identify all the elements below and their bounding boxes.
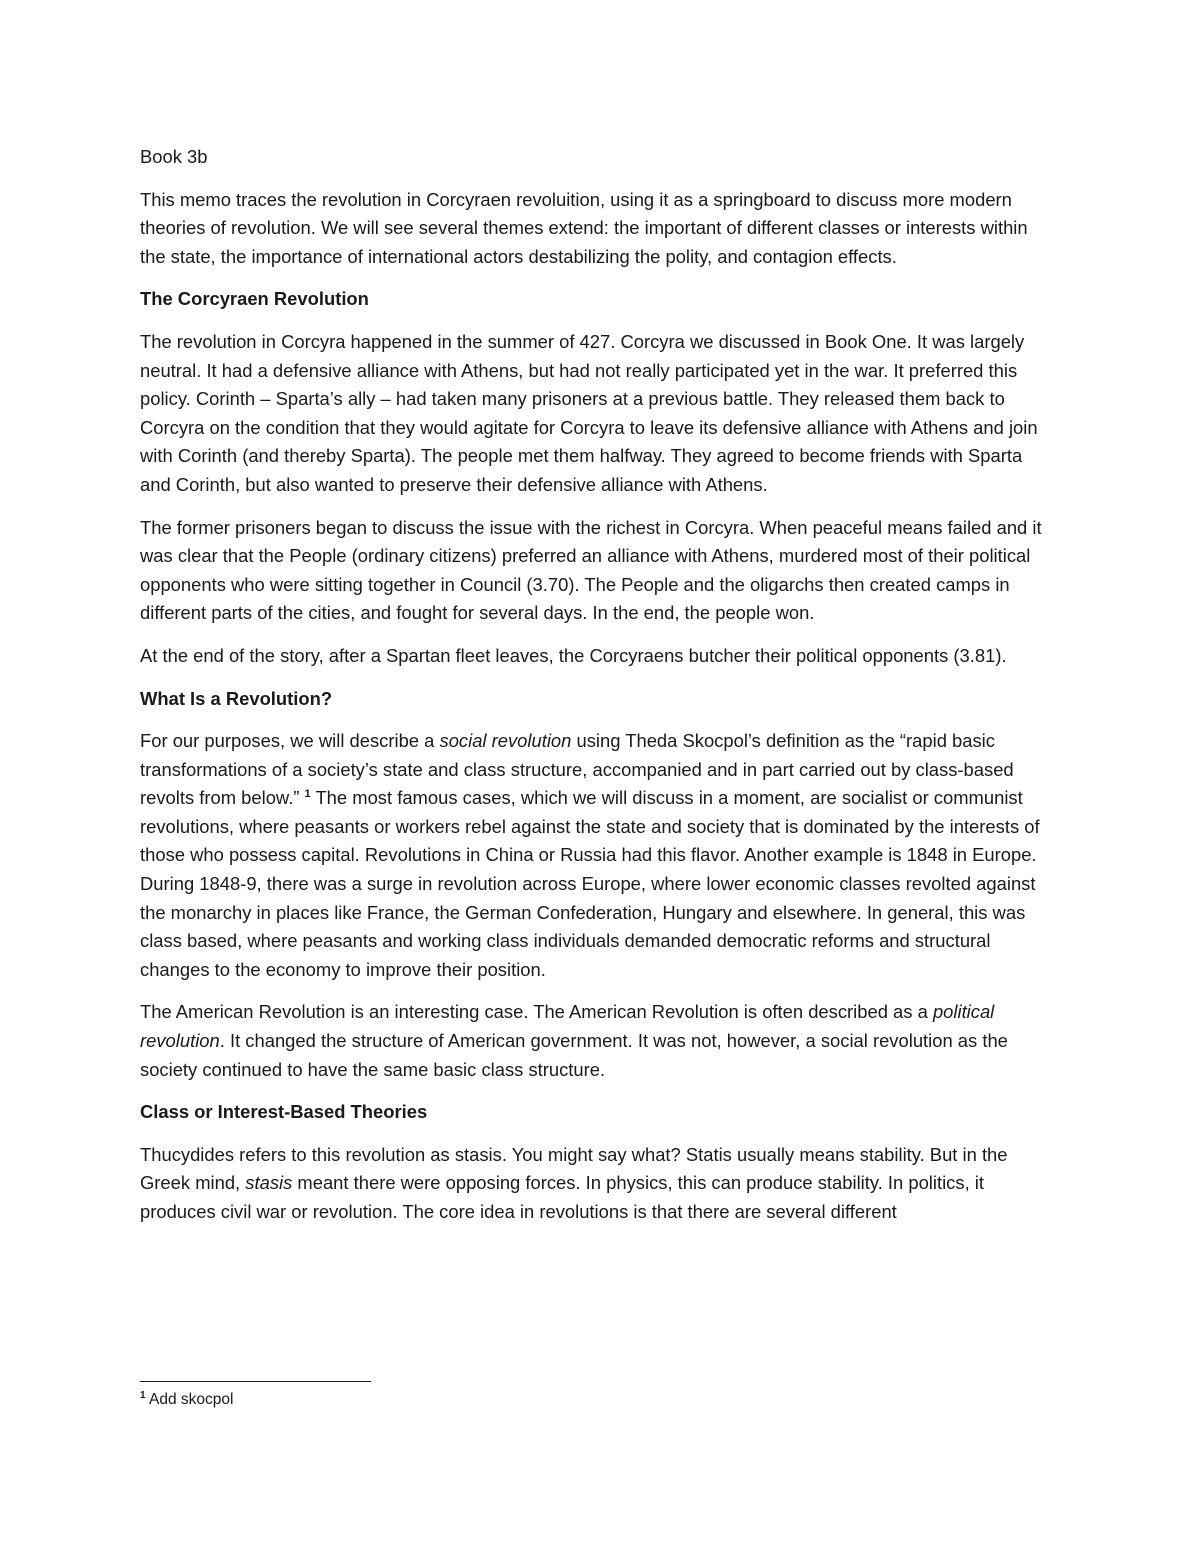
- paragraph: [140, 1141, 1055, 1227]
- section-heading-corcyraen-revolution: The Corcyraen Revolution: [140, 288, 369, 310]
- text-run: For our purposes, we will describe a: [140, 730, 440, 752]
- paragraph: [140, 998, 1055, 1084]
- paragraph: The former prisoners began to discuss the issue with the richest in Corcyra. When peaceful means failed and it was clear that the People (ordinary citizens) preferred an alliance with Athens, murdered most of their political opponents who were sitting together in Council (3.70). The People and the oligarchs then created camps in different parts of the cities, and fought for several days. In the end, the people won.: [140, 516, 1042, 624]
- text-run: The most famous cases, which we will discuss in a moment, are socialist or communist revolutions, where peasants or workers rebel against the state and society that is dominated by the interests of those who possess capital. Revolutions in China or Russia had this flavor. Another example is 1848 in Europe. During 1848-9, there was a surge in revolution across Europe, where lower economic classes revolted against the monarchy in places like France, the German Confederation, Hungary and elsewhere. In general, this was class based, where peasants and working class individuals demanded democratic reforms and structural changes to the economy to improve their position.: [140, 787, 1040, 980]
- section-heading-what-is-a-revolution: What Is a Revolution?: [140, 687, 333, 709]
- paragraph: At the end of the story, after a Spartan fleet leaves, the Corcyraens butcher their political opponents (3.81).: [140, 644, 1007, 666]
- document-body: [140, 143, 1055, 1241]
- footnote-text: Add skocpol: [145, 1391, 234, 1408]
- text-run: . It changed the structure of American government. It was not, however, a social revolution as the society continued to have the same basic class structure.: [140, 1030, 1008, 1080]
- footnote: [140, 1388, 233, 1412]
- italic-term: political revolution: [140, 1001, 995, 1052]
- paragraph: The revolution in Corcyra happened in the summer of 427. Corcyra we discussed in Book One. It was largely neutral. It had a defensive alliance with Athens, but had not really participated yet in the war. It preferred this policy. Corinth – Sparta’s ally – had taken many prisoners at a previous battle. They released them back to Corcyra on the condition that they would agitate for Corcyra to leave its defensive alliance with Athens and join with Corinth (and thereby Sparta). The people met them halfway. They agreed to become friends with Sparta and Corinth, but also wanted to preserve their defensive alliance with Athens.: [140, 330, 1038, 495]
- footnote-marker: 1: [140, 1389, 146, 1401]
- italic-term: stasis: [245, 1172, 293, 1194]
- footnote-reference[interactable]: 1: [304, 788, 311, 801]
- text-run: Thucydides refers to this revolution as stasis. You might say what? Statis usually means stability. But in the Greek mind,: [140, 1143, 1008, 1194]
- footnote-separator: [140, 1381, 371, 1382]
- paragraph: [140, 727, 1055, 984]
- intro-paragraph: This memo traces the revolution in Corcyraen revoluition, using it as a springboard to discuss more modern theories of revolution. We will see several themes extend: the important of different classes or interests within the state, the importance of international actors destabilizing the polity, and contagion effects.: [140, 188, 1028, 267]
- document-label: Book 3b: [140, 146, 208, 167]
- text-run: meant there were opposing forces. In physics, this can produce stability. In politics, it produces civil war or revolution. The core idea in revolutions is that there are several different: [140, 1172, 984, 1222]
- italic-term: social revolution: [439, 730, 572, 752]
- section-heading-class-or-interest-based-theories: Class or Interest-Based Theories: [140, 1101, 428, 1123]
- text-run: using Theda Skocpol’s definition as the “rapid basic transformations of a society’s state and class structure, accompanied and in part carried out by class-based revolts from below.”: [140, 730, 1014, 809]
- text-run: The American Revolution is an interesting case. The American Revolution is often described as a: [140, 1001, 933, 1023]
